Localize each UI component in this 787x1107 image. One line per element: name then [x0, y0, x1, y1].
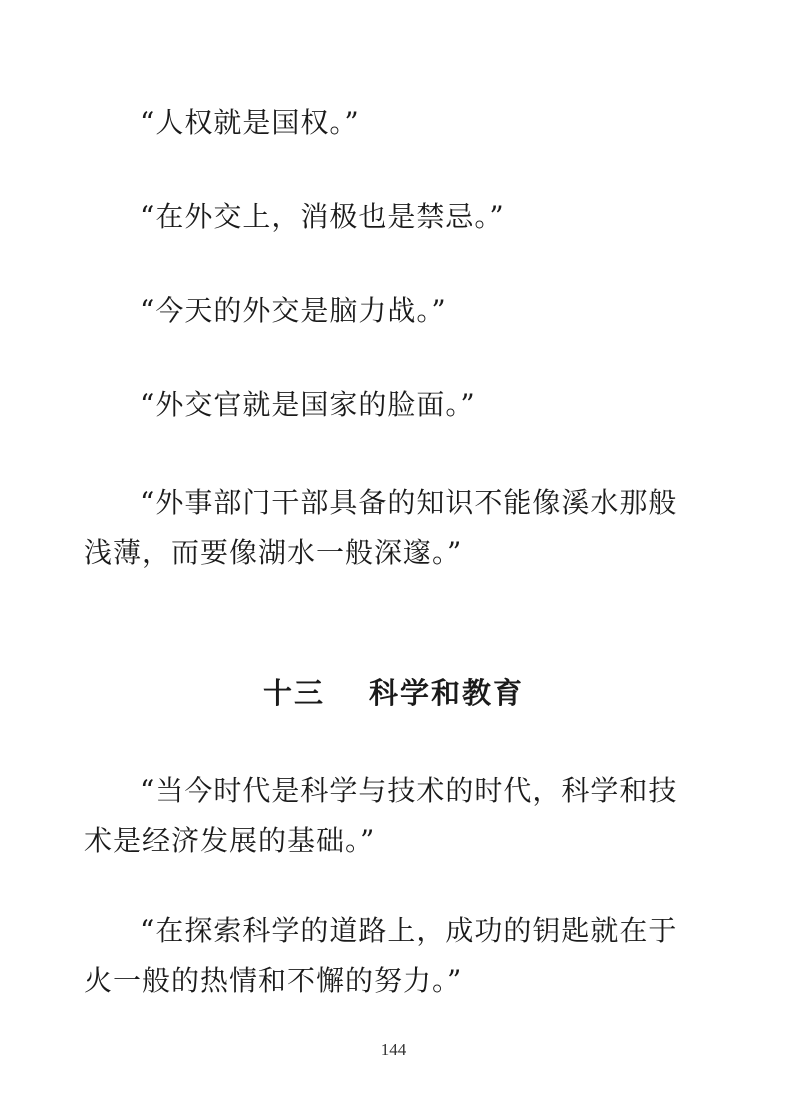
quote-paragraph: “当今时代是科学与技术的时代，科学和技术是经济发展的基础。”: [84, 774, 678, 857]
quote-paragraph: “在探索科学的道路上，成功的钥匙就在于火一般的热情和不懈的努力。”: [84, 914, 678, 997]
section-number: 十三: [262, 676, 325, 710]
quote-paragraph: “在外交上，消极也是禁忌。”: [140, 200, 505, 233]
section-heading: [0, 668, 787, 718]
quote-paragraph: “人权就是国权。”: [140, 106, 360, 139]
quote-paragraph: “外事部门干部具备的知识不能像溪水那般浅薄，而要像湖水一般深邃。”: [84, 486, 678, 569]
section-title: 科学和教育: [369, 676, 525, 710]
page-number: 144: [380, 1040, 407, 1059]
quote-paragraph: “外交官就是国家的脸面。”: [140, 388, 476, 421]
quote-paragraph: “今天的外交是脑力战。”: [140, 294, 447, 327]
